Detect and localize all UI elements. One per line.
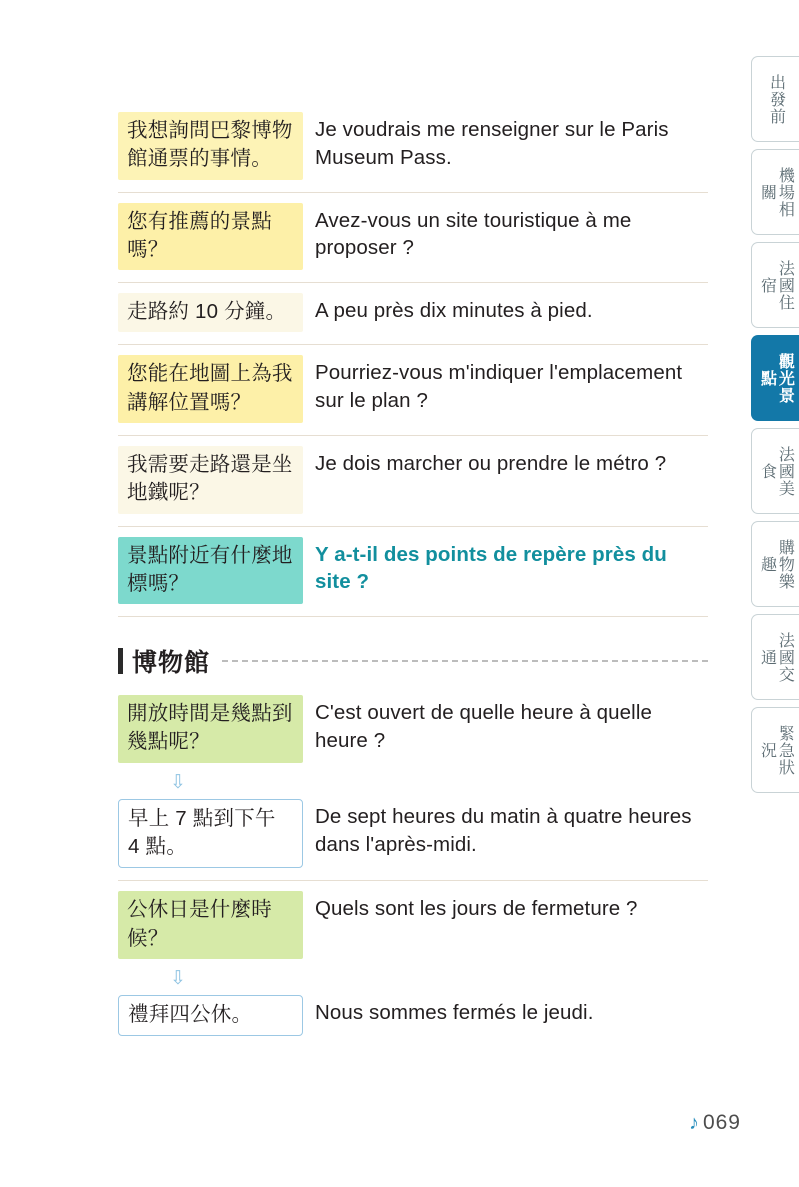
chinese-bubble: 您能在地圖上為我講解位置嗎？: [118, 355, 303, 423]
chinese-column: [118, 293, 315, 332]
french-text: Je voudrais me renseigner sur le Paris Museum Pass.: [315, 118, 669, 169]
page-number: [689, 1111, 741, 1135]
tab-transport[interactable]: 法國交通: [751, 614, 799, 700]
section-divider: [222, 660, 708, 663]
tab-accommodation[interactable]: 法國住宿: [751, 242, 799, 328]
phrase-row: [118, 193, 708, 284]
down-arrow-icon: ⇩: [170, 771, 186, 793]
french-text: Y a-t-il des points de repère près du site ?: [315, 542, 667, 594]
tab-food[interactable]: 法國美食: [751, 428, 799, 514]
arrow-column: [118, 771, 315, 793]
chapter-tabs: [747, 56, 799, 793]
down-arrow-icon: ⇩: [170, 967, 186, 989]
chinese-bubble: 早上 7 點到下午 4 點。: [118, 799, 303, 869]
chinese-bubble: 禮拜四公休。: [118, 995, 303, 1036]
phrase-row: [118, 436, 708, 527]
arrow-column: [118, 967, 315, 989]
phrase-row: [118, 283, 708, 345]
tab-sightseeing[interactable]: 觀光景點: [751, 335, 799, 421]
french-text: Pourriez-vous m'indiquer l'emplacement sur le plan ?: [315, 361, 683, 413]
music-note-icon: ♪: [688, 1112, 700, 1134]
section-marker: [118, 648, 123, 674]
chinese-bubble: 我想詢問巴黎博物館通票的事情。: [118, 112, 303, 180]
tab-before-departure[interactable]: 出發前: [751, 56, 799, 142]
french-text: Je dois marcher ou prendre le métro ?: [315, 451, 667, 475]
phrase-row: [118, 985, 708, 1048]
french-text: C'est ouvert de quelle heure à quelle heure ?: [315, 701, 652, 752]
chinese-bubble: 走路約 10 分鐘。: [118, 293, 303, 332]
phrase-row: [118, 685, 708, 775]
chinese-column: [118, 203, 315, 271]
french-text: Nous sommes fermés le jeudi.: [315, 1000, 594, 1024]
page-number-value: 069: [702, 1111, 741, 1134]
answer-arrow-row: [118, 967, 708, 989]
section-heading: [118, 643, 708, 679]
chinese-bubble: 您有推薦的景點嗎？: [118, 203, 303, 271]
phrase-row: [118, 789, 708, 882]
chinese-column: [118, 695, 315, 763]
phrase-row: [118, 102, 708, 193]
french-text: De sept heures du matin à quatre heures dans l'après-midi.: [315, 804, 692, 856]
tab-emergency[interactable]: 緊急狀況: [751, 707, 799, 793]
answer-arrow-row: [118, 771, 708, 793]
chinese-column: [118, 112, 315, 180]
french-text: Avez-vous un site touristique à me proposer ?: [315, 208, 632, 260]
phrase-row: [118, 345, 708, 436]
chinese-bubble: 景點附近有什麼地標嗎？: [118, 537, 303, 605]
phrase-row: [118, 881, 708, 971]
phrase-list: [118, 102, 708, 1048]
chinese-column: [118, 537, 315, 605]
chinese-column: [118, 355, 315, 423]
section-title: 博物館: [132, 649, 211, 678]
chinese-column: [118, 446, 315, 514]
chinese-column: [118, 799, 315, 869]
chinese-column: [118, 891, 315, 959]
phrase-row-highlighted: [118, 527, 708, 618]
french-text: Quels sont les jours de fermeture ?: [315, 897, 638, 921]
tab-shopping[interactable]: 購物樂趣: [751, 521, 799, 607]
french-text: A peu près dix minutes à pied.: [315, 299, 593, 323]
chinese-bubble: 開放時間是幾點到幾點呢？: [118, 695, 303, 763]
chinese-bubble: 公休日是什麼時候？: [118, 891, 303, 959]
chinese-bubble: 我需要走路還是坐地鐵呢？: [118, 446, 303, 514]
tab-airport[interactable]: 機場相關: [751, 149, 799, 235]
chinese-column: [118, 995, 315, 1036]
